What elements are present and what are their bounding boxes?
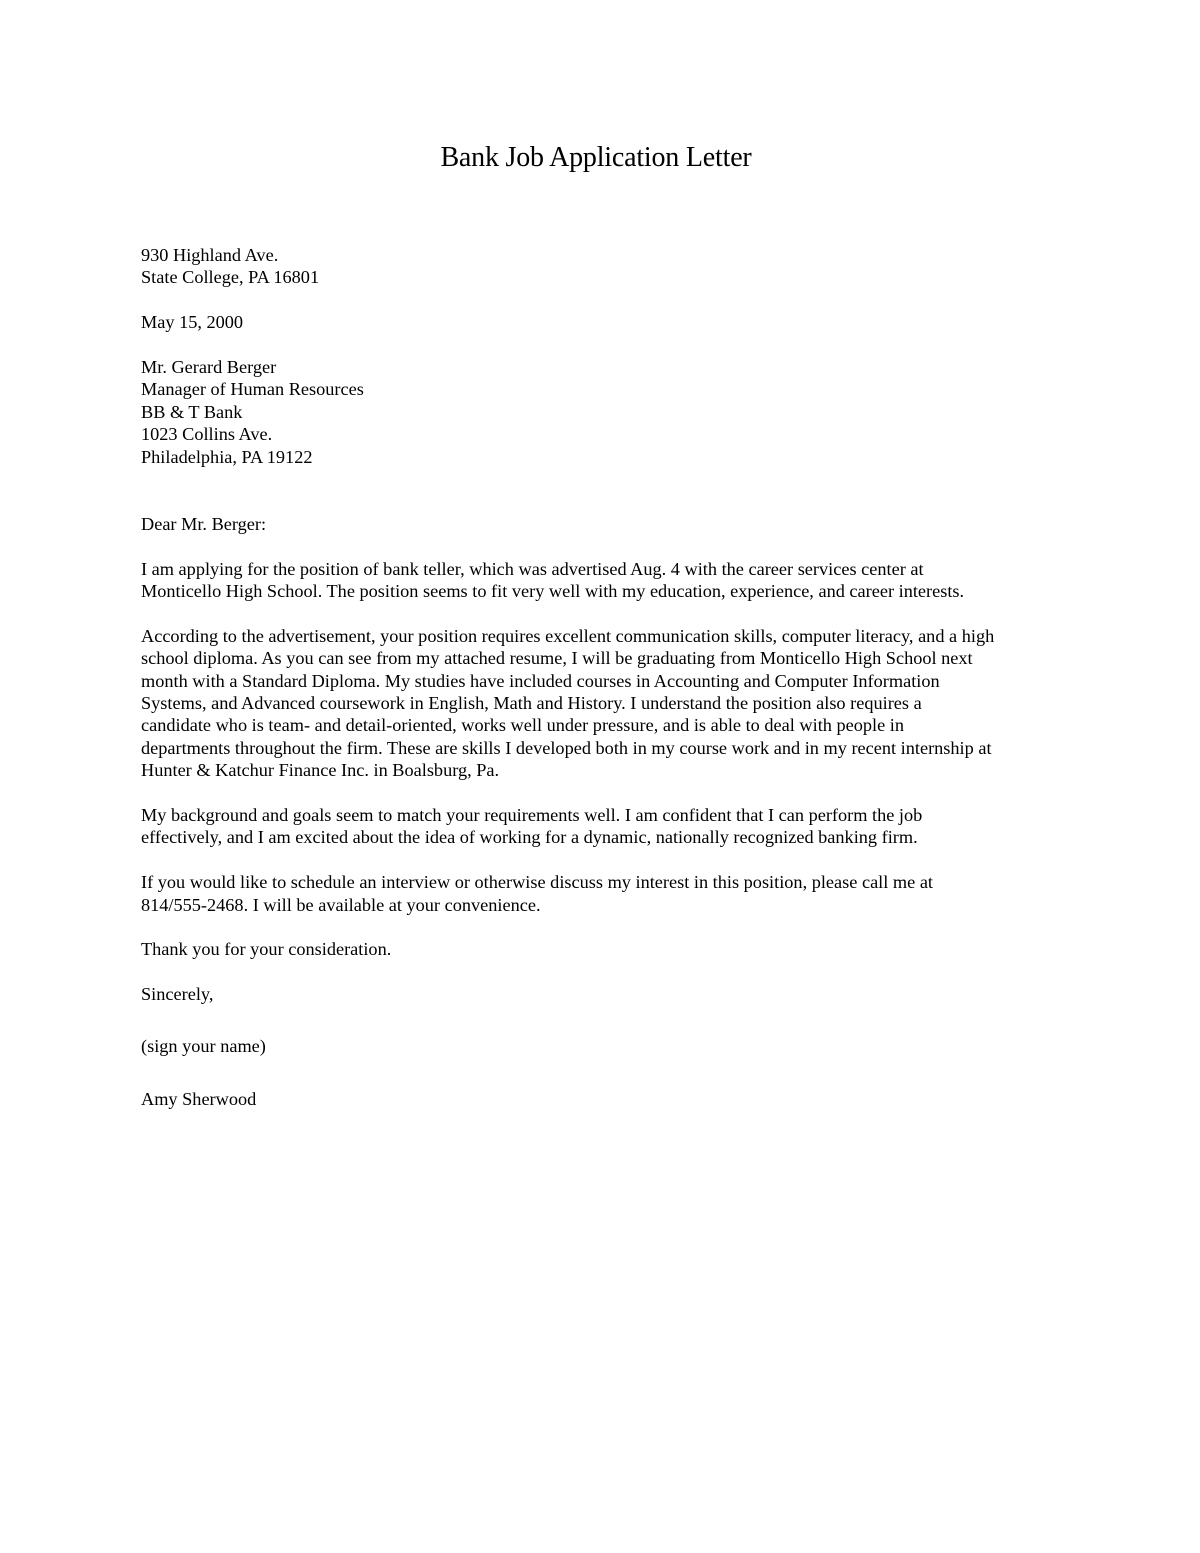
paragraph-3 xyxy=(141,804,1071,849)
salutation: Dear Mr. Berger: xyxy=(141,513,267,534)
paragraph-2 xyxy=(141,625,1071,782)
sender-address-line2: State College, PA 16801 xyxy=(141,267,320,288)
paragraph-line: Systems, and Advanced coursework in English, Math and History. I understand the position also requires a xyxy=(141,693,922,714)
paragraph-line: effectively, and I am excited about the idea of working for a dynamic, nationally recognized banking firm. xyxy=(141,827,918,848)
letter-date: May 15, 2000 xyxy=(141,312,244,333)
paragraph-line: My background and goals seem to match your requirements well. I am confident that I can perform the job xyxy=(141,805,923,826)
document-title: Bank Job Application Letter xyxy=(440,142,752,173)
sender-address xyxy=(141,244,1071,289)
sender-address-line1: 930 Highland Ave. xyxy=(141,245,279,265)
thanks-line: Thank you for your consideration. xyxy=(141,939,392,960)
letter-body xyxy=(141,244,1071,1110)
paragraph-line: month with a Standard Diploma. My studies have included courses in Accounting and Computer Information xyxy=(141,670,940,691)
paragraph-1 xyxy=(141,558,1071,603)
paragraph-line: departments throughout the firm. These are skills I developed both in my course work and in my recent internship at xyxy=(141,737,992,758)
recipient-block xyxy=(141,356,1071,468)
recipient-company: BB & T Bank xyxy=(141,401,243,422)
recipient-title: Manager of Human Resources xyxy=(141,379,364,400)
paragraph-line: school diploma. As you can see from my attached resume, I will be graduating from Monticello High School next xyxy=(141,648,973,669)
signer-name: Amy Sherwood xyxy=(141,1089,257,1110)
recipient-city: Philadelphia, PA 19122 xyxy=(141,446,313,467)
paragraph-line: candidate who is team- and detail-oriented, works well under pressure, and is able to deal with people in xyxy=(141,715,905,736)
recipient-street: 1023 Collins Ave. xyxy=(141,424,273,445)
paragraph-4 xyxy=(141,871,1071,916)
paragraph-line: If you would like to schedule an interview or otherwise discuss my interest in this position, please call me at xyxy=(141,872,934,893)
paragraph-line: 814/555-2468. I will be available at your convenience. xyxy=(141,894,541,915)
paragraph-line: According to the advertisement, your position requires excellent communication skills, computer literacy, and a high xyxy=(141,625,995,646)
paragraph-line: Monticello High School. The position seems to fit very well with my education, experience, and career interests. xyxy=(141,581,965,602)
paragraph-line: Hunter & Katchur Finance Inc. in Boalsburg, Pa. xyxy=(141,760,500,781)
closing: Sincerely, xyxy=(141,984,214,1005)
recipient-name: Mr. Gerard Berger xyxy=(141,357,277,377)
paragraph-line: I am applying for the position of bank teller, which was advertised Aug. 4 with the career services center at xyxy=(141,558,924,579)
signature-placeholder: (sign your name) xyxy=(141,1035,266,1056)
